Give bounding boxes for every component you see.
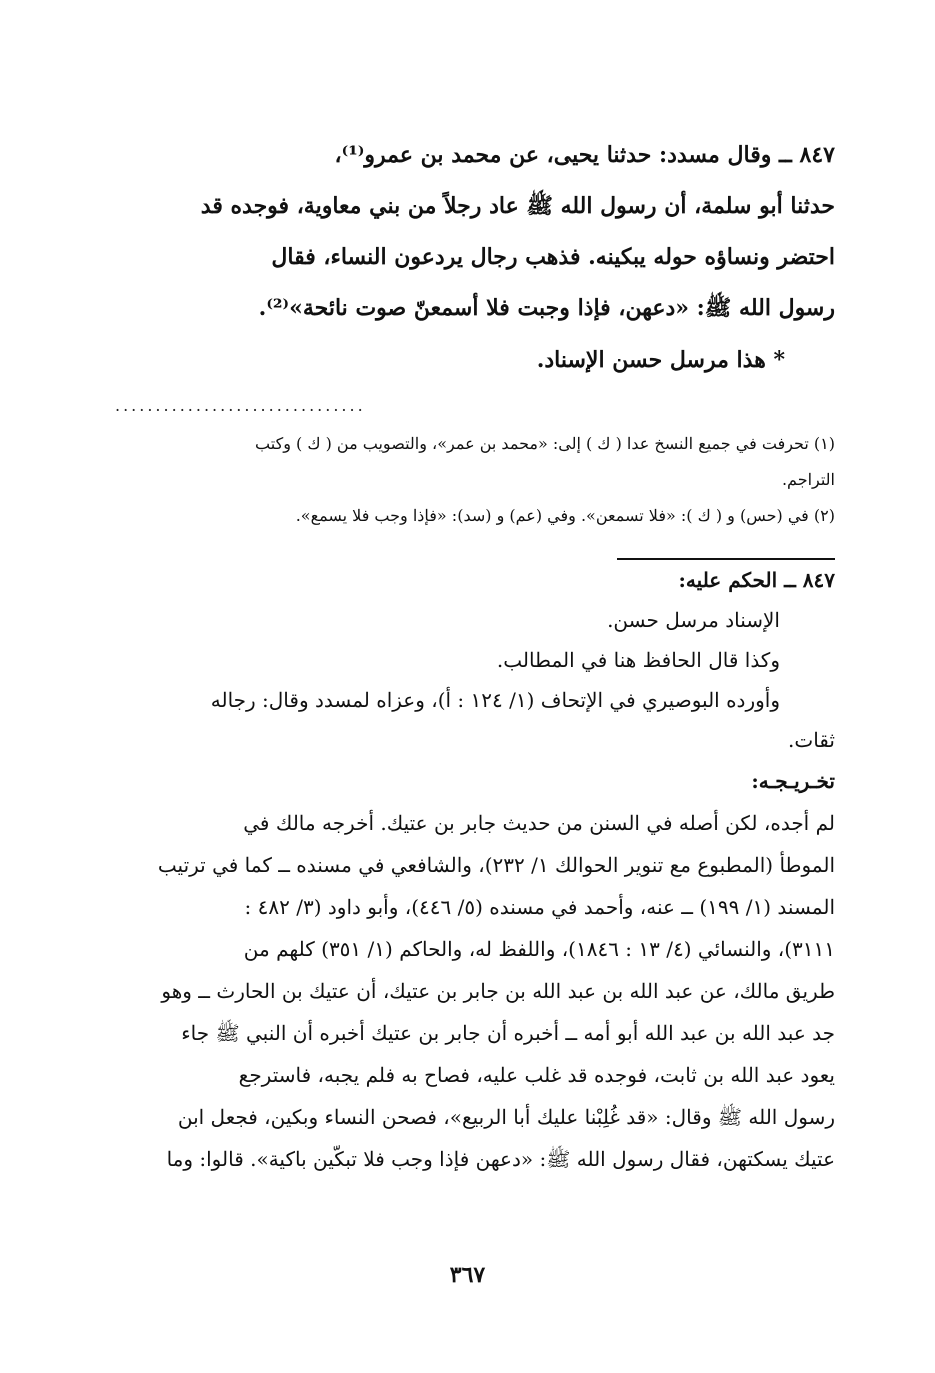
ruling-heading: ٨٤٧ ــ الحكم عليه: (678, 568, 835, 592)
hadith-line: حدثنا أبو سلمة، أن رسول الله ﷺ عاد رجلاً من بني معاوية، فوجده قد (200, 193, 835, 219)
footnote-separator: ............................... (115, 396, 366, 415)
takhrij-line: عتيك يسكتهن، فقال رسول الله ﷺ: «دعهن فإذا وجب فلا تبكّين باكية». قالوا: وما (166, 1147, 835, 1171)
hadith-line: ٨٤٧ ــ وقال مسدد: حدثنا يحيى، عن محمد بن عمرو⁽¹⁾، (334, 142, 835, 168)
ruling-line: الإسناد مرسل حسن. (607, 608, 780, 632)
takhrij-line: ٣١١١)، والنسائي (٤/ ١٣ : ١٨٤٦)، واللفظ له، والحاكم (١/ ٣٥١) كلهم من (243, 937, 835, 961)
footnote-line: (١) تحرفت في جميع النسخ عدا ( ك ) إلى: «محمد بن عمر»، والتصويب من ( ك ) وكتب (255, 434, 835, 453)
ruling-line: ثقات. (788, 728, 835, 752)
page-number: ٣٦٧ (449, 1262, 486, 1288)
takhrij-line: جد عبد الله بن عبد الله أبو أمه ــ أخبره أن جابر بن عتيك أخبره أن النبي ﷺ جاء (181, 1021, 835, 1045)
ruling-section (115, 560, 835, 760)
hadith-verdict: * هذا مرسل حسن الإسناد. (536, 347, 785, 373)
takhrij-section (115, 760, 835, 1180)
takhrij-line: طريق مالك، عن عبد الله بن عبد الله بن جابر بن عتيك، أن عتيك بن الحارث ــ وهو (161, 979, 835, 1003)
hadith-line: رسول الله ﷺ: «دعهن، فإذا وجبت فلا أسمعنّ صوت نائحة»⁽²⁾. (258, 295, 835, 321)
hadith-text (115, 130, 835, 334)
takhrij-line: يعود عبد الله بن ثابت، فوجده قد غلب عليه، فصاح به فلم يجبه، فاسترجع (238, 1063, 835, 1087)
footnote-line: (٢) في (حس) و ( ك ): «فلا تسمعن». وفي (عم) و (سد): «فإذا وجب فلا يسمع». (295, 506, 835, 525)
footnotes (115, 426, 835, 534)
takhrij-line: المسند (١/ ١٩٩) ــ عنه، وأحمد في مسنده (٥/ ٤٤٦)، وأبو داود (٣/ ٤٨٢ : (244, 895, 835, 919)
ruling-line: وأورده البوصيري في الإتحاف (١/ ١٢٤ : أ)، وعزاه لمسدد وقال: رجاله (210, 688, 780, 712)
ruling-line: وكذا قال الحافظ هنا في المطالب. (496, 648, 780, 672)
takhrij-line: لم أجده، لكن أصله في السنن من حديث جابر بن عتيك. أخرجه مالك في (243, 811, 835, 835)
page-content (115, 130, 835, 1180)
footnote-line: التراجم. (781, 470, 835, 489)
takhrij-line: الموطأ (المطبوع مع تنوير الحوالك ١/ ٢٣٢)، والشافعي في مسنده ــ كما في ترتيب (157, 853, 835, 877)
hadith-line: احتضر ونساؤه حوله يبكينه. فذهب رجال يردعون النساء، فقال (271, 244, 835, 270)
takhrij-line: رسول الله ﷺ وقال: «قد غُلِبْنا عليك أبا الربيع»، فصحن النساء وبكين، فجعل ابن (177, 1105, 835, 1129)
takhrij-heading: تخـريـجـه: (751, 769, 835, 793)
